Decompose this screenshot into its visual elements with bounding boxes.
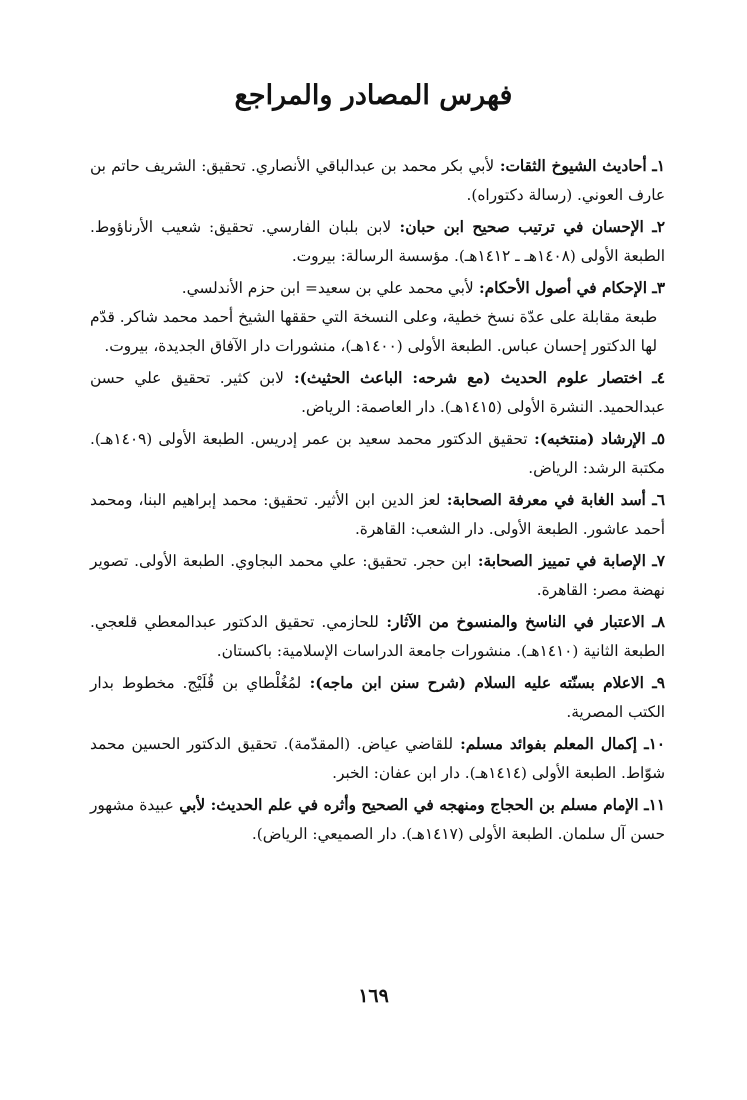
entry-title: الإرشاد (منتخبه):: [527, 430, 646, 448]
bibliography-entry: [90, 364, 665, 422]
page-number: ١٦٩: [358, 985, 389, 1007]
entry-text: للحازمي. تحقيق الدكتور عبدالمعطي قلعجي. الطبعة الثانية (١٤١٠هـ). منشورات جامعة الدراسات الإسلامية: باكستان.: [90, 613, 665, 660]
bibliography-entry: [90, 669, 665, 727]
entry-title: اختصار علوم الحديث (مع شرحه: الباعث الحثيث):: [283, 369, 643, 387]
entry-text: ابن حجر. تحقيق: علي محمد البجاوي. الطبعة الأولى. تصوير نهضة مصر: القاهرة.: [90, 552, 665, 599]
entry-text: لأبي محمد علي بن سعيد= ابن حزم الأندلسي.: [181, 279, 474, 297]
entry-title: الإحسان في ترتيب صحيح ابن حبان:: [391, 218, 644, 236]
entry-title: أحاديث الشيوخ الثقات:: [494, 157, 647, 175]
bibliography-entry: [90, 274, 665, 361]
bibliography-entry: [90, 791, 665, 849]
entry-text: تحقيق الدكتور محمد سعيد بن عمر إدريس. الطبعة الأولى (١٤٠٩هـ). مكتبة الرشد: الرياض.: [90, 430, 665, 477]
entry-number: ٤ـ: [642, 369, 665, 387]
entry-title: الاعتبار في الناسخ والمنسوخ من الآثار:: [378, 613, 645, 631]
entry-number: ١٠ـ: [637, 735, 666, 753]
entry-text: للقاضي عياض. (المقدّمة). تحقيق الدكتور الحسين محمد شوّاط. الطبعة الأولى (١٤١٤هـ). دار ابن عفان: الخبر.: [90, 735, 665, 782]
bibliography-entry: [90, 152, 665, 210]
entry-number: ٢ـ: [643, 218, 665, 236]
entry-title: الإمام مسلم بن الحجاج ومنهجه في الصحيح وأثره في علم الحديث: لأبي: [173, 796, 639, 814]
entry-text: عبيدة مشهور حسن آل سلمان. الطبعة الأولى (١٤١٧هـ). دار الصميعي: الرياض).: [90, 796, 665, 843]
entry-text: لابن بلبان الفارسي. تحقيق: شعيب الأرناؤوط. الطبعة الأولى (١٤٠٨هـ ـ ١٤١٢هـ). مؤسسة الرسالة: بيروت.: [90, 218, 665, 265]
entry-title: أسد الغابة في معرفة الصحابة:: [440, 491, 646, 509]
bibliography-entry: [90, 213, 665, 271]
entry-title: الإصابة في تمييز الصحابة:: [471, 552, 646, 570]
entry-text: لابن كثير. تحقيق علي حسن عبدالحميد. النشرة الأولى (١٤١٥هـ). دار العاصمة: الرياض.: [90, 369, 665, 416]
entry-text: لأبي بكر محمد بن عبدالباقي الأنصاري. تحقيق: الشريف حاتم بن عارف العوني. (رسالة دكتوراه).: [90, 157, 665, 204]
bibliography-entry: [90, 547, 665, 605]
bibliography-list: [90, 152, 665, 852]
page-title: فهرس المصادر والمراجع: [234, 80, 513, 111]
entry-number: ٧ـ: [645, 552, 665, 570]
entry-number: ١ـ: [646, 157, 666, 175]
entry-title: الإحكام في أصول الأحكام:: [473, 279, 647, 297]
bibliography-entry: [90, 486, 665, 544]
bibliography-entry: [90, 608, 665, 666]
entry-title: إكمال المعلم بفوائد مسلم:: [453, 735, 638, 753]
entry-text: لعز الدين ابن الأثير. تحقيق: محمد إبراهيم البنا، ومحمد أحمد عاشور. الطبعة الأولى. دار الشعب: القاهرة.: [90, 491, 665, 538]
entry-text: لمُغُلْطاي بن قُلَيْج. مخطوط بدار الكتب المصرية.: [90, 674, 665, 721]
entry-number: ٦ـ: [645, 491, 665, 509]
bibliography-entry: [90, 730, 665, 788]
entry-number: ٣ـ: [646, 279, 665, 297]
entry-number: ١١ـ: [638, 796, 665, 814]
entry-title: الاعلام بسنّته عليه السلام (شرح سنن ابن ماجه):: [301, 674, 644, 692]
entry-number: ٨ـ: [644, 613, 665, 631]
entry-detail: طبعة مقابلة على عدّة نسخ خطية، وعلى النسخة التي حققها الشيخ أحمد محمد شاكر. قدّم لها الدكتور إحسان عباس. الطبعة الأولى (١٤٠٠هـ)، منشورات دار الآفاق الجديدة، بيروت.: [90, 308, 657, 355]
entry-number: ٥ـ: [645, 430, 666, 448]
entry-number: ٩ـ: [643, 674, 665, 692]
bibliography-entry: [90, 425, 665, 483]
